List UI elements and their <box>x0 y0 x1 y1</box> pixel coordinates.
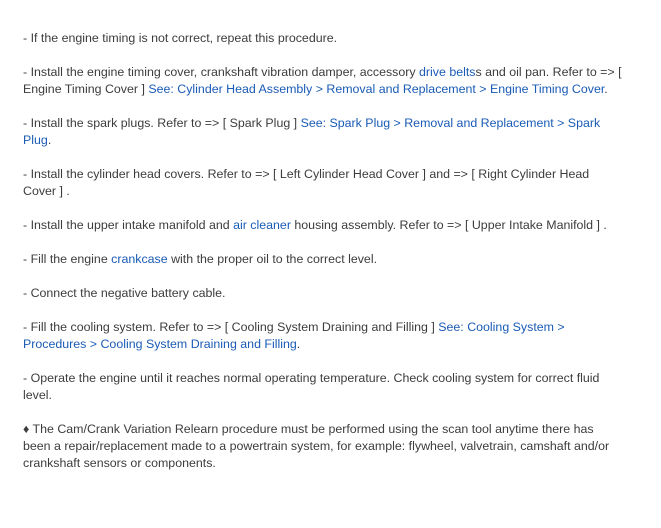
step-text: . <box>604 82 608 96</box>
reference-link[interactable]: See: Cooling System > Procedures > Cooling System Draining and Filling <box>23 320 565 351</box>
step-text: - Fill the engine <box>23 252 112 266</box>
reference-link[interactable]: crankcase <box>111 252 168 266</box>
step-text: - Connect the negative battery cable. <box>23 286 226 300</box>
diamond-bullet-icon: ♦ <box>23 422 33 436</box>
procedure-step <box>23 217 623 234</box>
note-paragraph <box>23 421 623 472</box>
step-text: . <box>296 337 301 351</box>
step-text: . <box>47 133 52 147</box>
step-text: - Operate the engine until it reaches normal operating temperature. Check cooling system for correct fluid level. <box>23 371 600 402</box>
step-text: - Install the spark plugs. Refer to => [ Spark Plug ] <box>23 116 301 130</box>
procedure-step <box>23 166 623 200</box>
procedure-step <box>23 285 623 302</box>
step-text: - Install the engine timing cover, crankshaft vibration damper, accessory <box>23 65 420 79</box>
reference-link[interactable]: See: Spark Plug > Removal and Replacement > Spark Plug <box>23 116 601 147</box>
reference-link[interactable]: drive belts <box>419 65 476 79</box>
step-text: - Fill the cooling system. Refer to => [ Cooling System Draining and Filling ] <box>23 320 439 334</box>
step-text: with the proper oil to the correct level. <box>167 252 378 266</box>
procedure-step <box>23 370 623 404</box>
step-text: - Install the cylinder head covers. Refer to => [ Left Cylinder Head Cover ] and => [ Right Cylinder Head Cover ] . <box>23 167 590 198</box>
step-text: s and oil pan. Refer to => [ Engine Timing Cover ] <box>23 65 622 96</box>
reference-link[interactable]: air cleaner <box>233 218 291 232</box>
step-text: - Install the upper intake manifold and <box>23 218 234 232</box>
procedure-step <box>23 30 623 47</box>
step-text: housing assembly. Refer to => [ Upper Intake Manifold ] . <box>290 218 607 232</box>
procedure-document <box>23 30 623 489</box>
procedure-step <box>23 64 623 98</box>
reference-link[interactable]: See: Cylinder Head Assembly > Removal and Replacement > Engine Timing Cover <box>148 82 605 96</box>
step-text: - If the engine timing is not correct, repeat this procedure. <box>23 31 338 45</box>
procedure-step <box>23 251 623 268</box>
step-text: The Cam/Crank Variation Relearn procedure must be performed using the scan tool anytime there has been a repair/replacement made to a powertrain system, for example: flywheel, valvetrain, camshaft and/or crankshaft sensors or components. <box>23 422 610 470</box>
procedure-step <box>23 319 623 353</box>
procedure-step <box>23 115 623 149</box>
